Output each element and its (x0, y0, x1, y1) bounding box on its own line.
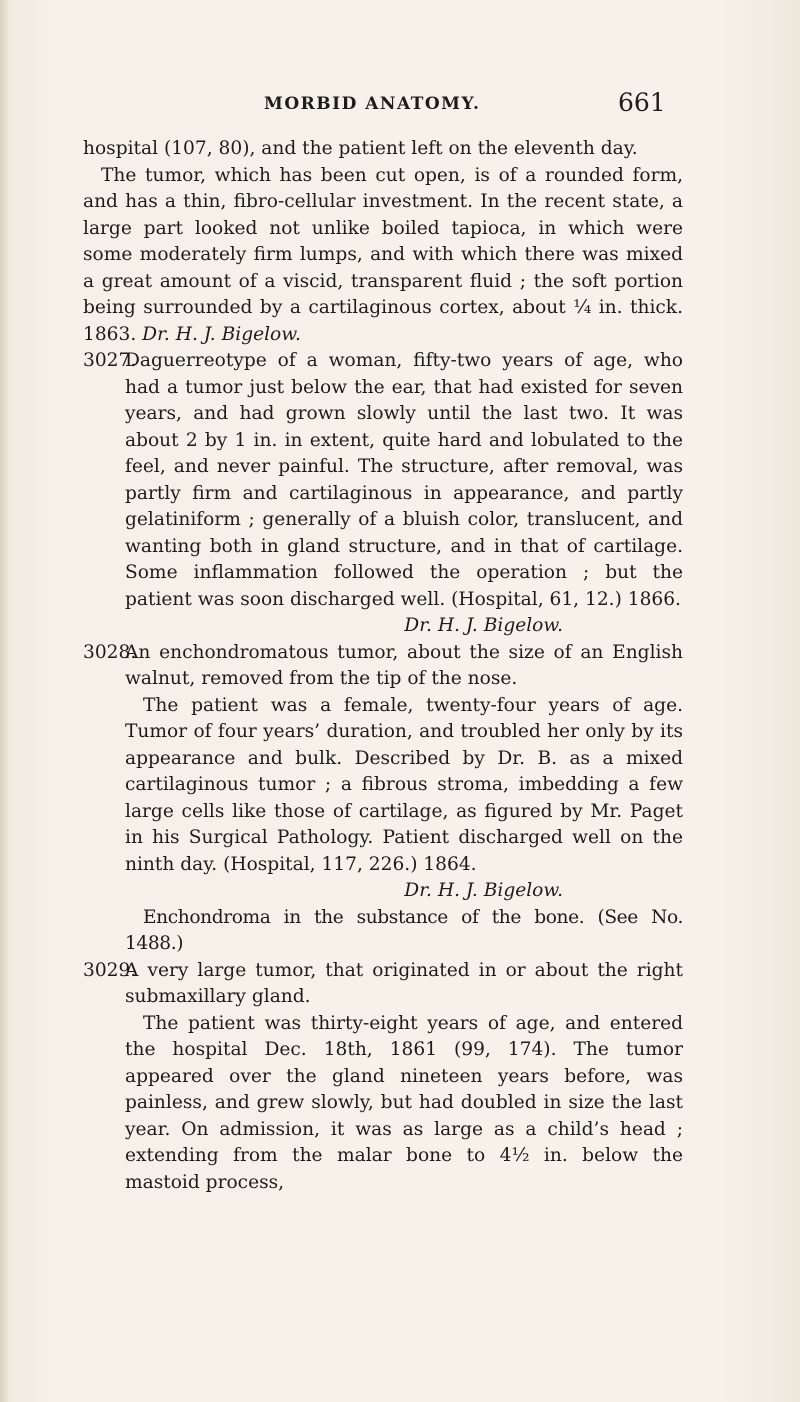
continuation-text: The tumor, which has been cut open, is of a rounded form, and has a thin, fibro-cellular investment. In the recent state, a large part looked not unlike boiled tapioca, in which were some moderately firm lumps, and with which there was mixed a great amount of a viscid, transparent fluid ; the soft portion being surrounded by a cartilaginous cortex, about ¼ in. thick. 1863. (83, 164, 683, 345)
entry-text: Daguerreotype of a woman, fifty-two years of age, who had a tumor just below the ear, that had existed for seven years, and had grown slowly until the last two. It was about 2 by 1 in. in extent, quite hard and lobulated to the feel, and never painful. The structure, after removal, was partly firm and cartilaginous in appearance, and partly gelatiniform ; generally of a bluish color, translucent, and wanting both in gland structure, and in that of cartilage. Some inflammation followed the operation ; but the patient was soon discharged well. (Hospital, 61, 12.) 1866. (125, 350, 683, 610)
catalog-entry-3029 (83, 958, 683, 1197)
entry-number: 3028. (83, 641, 137, 663)
signature: Dr. H. J. Bigelow. (142, 323, 301, 345)
catalog-entry-3028 (83, 640, 683, 958)
continuation-paragraph (83, 163, 683, 349)
catalog-entry-3027 (83, 348, 683, 640)
entry-text: A very large tumor, that originated in or about the right submaxillary gland. (125, 959, 683, 1007)
body-text (83, 136, 683, 1196)
page-header (0, 88, 800, 128)
page-number: 661 (618, 88, 666, 117)
signature: Dr. H. J. Bigelow. (404, 880, 563, 901)
page-binding-shadow (0, 0, 10, 1402)
signature: Dr. H. J. Bigelow. (404, 615, 563, 636)
running-head: MORBID ANATOMY. (264, 94, 481, 114)
entry-number: 3029. (83, 959, 137, 981)
cross-reference-note: Enchondroma in the substance of the bone. (See No. 1488.) (125, 906, 683, 954)
entry-detail: The patient was thirty-eight years of age, and entered the hospital Dec. 18th, 1861 (99, 174). The tumor appeared over the gland nineteen years before, was painless, and grew slowly, but had doubled in size the last year. On admission, it was as large as a child’s head ; extending from the malar bone to 4½ in. below the mastoid process, (125, 1012, 683, 1193)
entry-text: An enchondromatous tumor, about the size of an English walnut, removed from the tip of the nose. (125, 641, 683, 689)
entry-detail: The patient was a female, twenty-four years of age. Tumor of four years’ duration, and troubled her only by its appearance and bulk. Described by Dr. B. as a mixed cartilaginous tumor ; a fibrous stroma, imbedding a few large cells like those of cartilage, as figured by Mr. Paget in his Surgical Pathology. Patient discharged well on the ninth day. (Hospital, 117, 226.) 1864. (125, 694, 683, 875)
entry-number: 3027. (83, 350, 137, 371)
continuation-line: hospital (107, 80), and the patient left on the eleventh day. (83, 138, 638, 159)
